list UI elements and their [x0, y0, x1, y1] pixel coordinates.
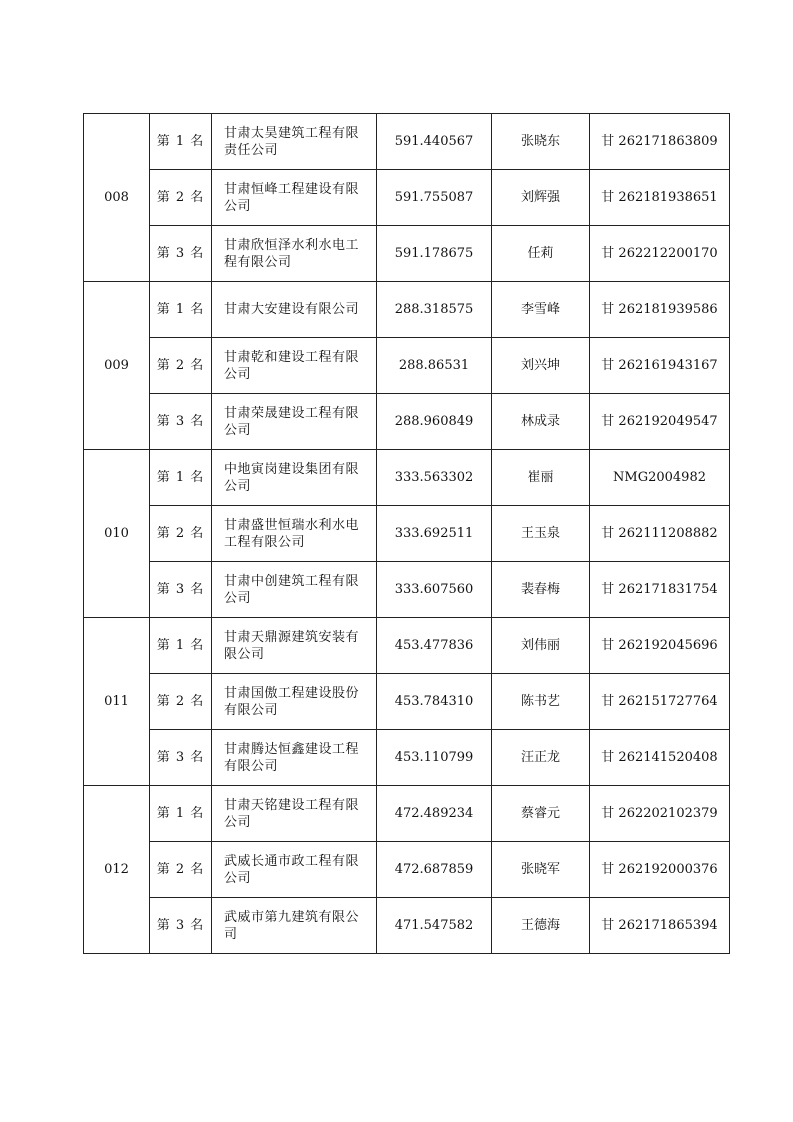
section-number-cell: 012 — [84, 786, 150, 954]
bid-price-cell: 288.960849 — [377, 394, 492, 450]
company-name-cell: 甘肃大安建设有限公司 — [212, 282, 377, 338]
bid-price-cell: 453.784310 — [377, 674, 492, 730]
company-name-cell: 甘肃天鼎源建筑安装有限公司 — [212, 618, 377, 674]
certificate-number-cell: 甘 262202102379 — [590, 786, 730, 842]
company-name-cell: 甘肃天铭建设工程有限公司 — [212, 786, 377, 842]
certificate-number-cell: 甘 262171865394 — [590, 898, 730, 954]
bid-price-cell: 472.489234 — [377, 786, 492, 842]
project-manager-cell: 陈书艺 — [492, 674, 590, 730]
bid-price-cell: 453.110799 — [377, 730, 492, 786]
table-row — [84, 282, 730, 338]
project-manager-cell: 林成录 — [492, 394, 590, 450]
company-name-cell: 甘肃乾和建设工程有限公司 — [212, 338, 377, 394]
project-manager-cell: 刘兴坤 — [492, 338, 590, 394]
bid-price-cell: 591.755087 — [377, 170, 492, 226]
bid-price-cell: 591.440567 — [377, 114, 492, 170]
company-name-cell: 中地寅岗建设集团有限公司 — [212, 450, 377, 506]
table-row — [84, 506, 730, 562]
bid-price-cell: 288.86531 — [377, 338, 492, 394]
table-row — [84, 786, 730, 842]
bid-price-cell: 333.563302 — [377, 450, 492, 506]
project-manager-cell: 王德海 — [492, 898, 590, 954]
section-number-cell: 008 — [84, 114, 150, 282]
bid-price-cell: 333.692511 — [377, 506, 492, 562]
certificate-number-cell: 甘 262161943167 — [590, 338, 730, 394]
rank-cell: 第 1 名 — [150, 450, 212, 506]
certificate-number-cell: 甘 262192000376 — [590, 842, 730, 898]
company-name-cell: 武威长通市政工程有限公司 — [212, 842, 377, 898]
rank-cell: 第 1 名 — [150, 282, 212, 338]
company-name-cell: 甘肃中创建筑工程有限公司 — [212, 562, 377, 618]
section-number-cell: 010 — [84, 450, 150, 618]
bid-price-cell: 288.318575 — [377, 282, 492, 338]
rank-cell: 第 3 名 — [150, 562, 212, 618]
certificate-number-cell: 甘 262212200170 — [590, 226, 730, 282]
rank-cell: 第 2 名 — [150, 338, 212, 394]
bid-price-cell: 471.547582 — [377, 898, 492, 954]
certificate-number-cell: 甘 262181939586 — [590, 282, 730, 338]
certificate-number-cell: 甘 262171863809 — [590, 114, 730, 170]
certificate-number-cell: 甘 262141520408 — [590, 730, 730, 786]
table-row — [84, 674, 730, 730]
certificate-number-cell: 甘 262192045696 — [590, 618, 730, 674]
section-number-cell: 009 — [84, 282, 150, 450]
rank-cell: 第 3 名 — [150, 898, 212, 954]
table-row — [84, 842, 730, 898]
company-name-cell: 武威市第九建筑有限公司 — [212, 898, 377, 954]
company-name-cell: 甘肃恒峰工程建设有限公司 — [212, 170, 377, 226]
table-row — [84, 394, 730, 450]
certificate-number-cell: 甘 262192049547 — [590, 394, 730, 450]
project-manager-cell: 蔡睿元 — [492, 786, 590, 842]
rank-cell: 第 1 名 — [150, 786, 212, 842]
table-row — [84, 338, 730, 394]
table-row — [84, 450, 730, 506]
bid-price-cell: 453.477836 — [377, 618, 492, 674]
table-row — [84, 226, 730, 282]
bid-price-cell: 472.687859 — [377, 842, 492, 898]
rank-cell: 第 2 名 — [150, 506, 212, 562]
rank-cell: 第 3 名 — [150, 394, 212, 450]
certificate-number-cell: 甘 262181938651 — [590, 170, 730, 226]
bid-price-cell: 591.178675 — [377, 226, 492, 282]
results-table — [83, 113, 730, 954]
project-manager-cell: 刘辉强 — [492, 170, 590, 226]
rank-cell: 第 3 名 — [150, 730, 212, 786]
table-row — [84, 114, 730, 170]
certificate-number-cell: NMG2004982 — [590, 450, 730, 506]
certificate-number-cell: 甘 262111208882 — [590, 506, 730, 562]
rank-cell: 第 2 名 — [150, 170, 212, 226]
company-name-cell: 甘肃荣晟建设工程有限公司 — [212, 394, 377, 450]
bid-price-cell: 333.607560 — [377, 562, 492, 618]
rank-cell: 第 3 名 — [150, 226, 212, 282]
company-name-cell: 甘肃欣恒泽水利水电工程有限公司 — [212, 226, 377, 282]
rank-cell: 第 1 名 — [150, 618, 212, 674]
project-manager-cell: 张晓东 — [492, 114, 590, 170]
project-manager-cell: 任莉 — [492, 226, 590, 282]
project-manager-cell: 汪正龙 — [492, 730, 590, 786]
project-manager-cell: 王玉泉 — [492, 506, 590, 562]
project-manager-cell: 裴春梅 — [492, 562, 590, 618]
company-name-cell: 甘肃盛世恒瑞水利水电工程有限公司 — [212, 506, 377, 562]
table-row — [84, 898, 730, 954]
company-name-cell: 甘肃太昊建筑工程有限责任公司 — [212, 114, 377, 170]
table-row — [84, 562, 730, 618]
project-manager-cell: 张晓军 — [492, 842, 590, 898]
project-manager-cell: 刘伟丽 — [492, 618, 590, 674]
table-row — [84, 730, 730, 786]
company-name-cell: 甘肃国傲工程建设股份有限公司 — [212, 674, 377, 730]
table-row — [84, 618, 730, 674]
project-manager-cell: 崔丽 — [492, 450, 590, 506]
certificate-number-cell: 甘 262151727764 — [590, 674, 730, 730]
table-row — [84, 170, 730, 226]
certificate-number-cell: 甘 262171831754 — [590, 562, 730, 618]
table-body — [84, 114, 730, 954]
rank-cell: 第 1 名 — [150, 114, 212, 170]
company-name-cell: 甘肃腾达恒鑫建设工程有限公司 — [212, 730, 377, 786]
rank-cell: 第 2 名 — [150, 842, 212, 898]
section-number-cell: 011 — [84, 618, 150, 786]
project-manager-cell: 李雪峰 — [492, 282, 590, 338]
rank-cell: 第 2 名 — [150, 674, 212, 730]
